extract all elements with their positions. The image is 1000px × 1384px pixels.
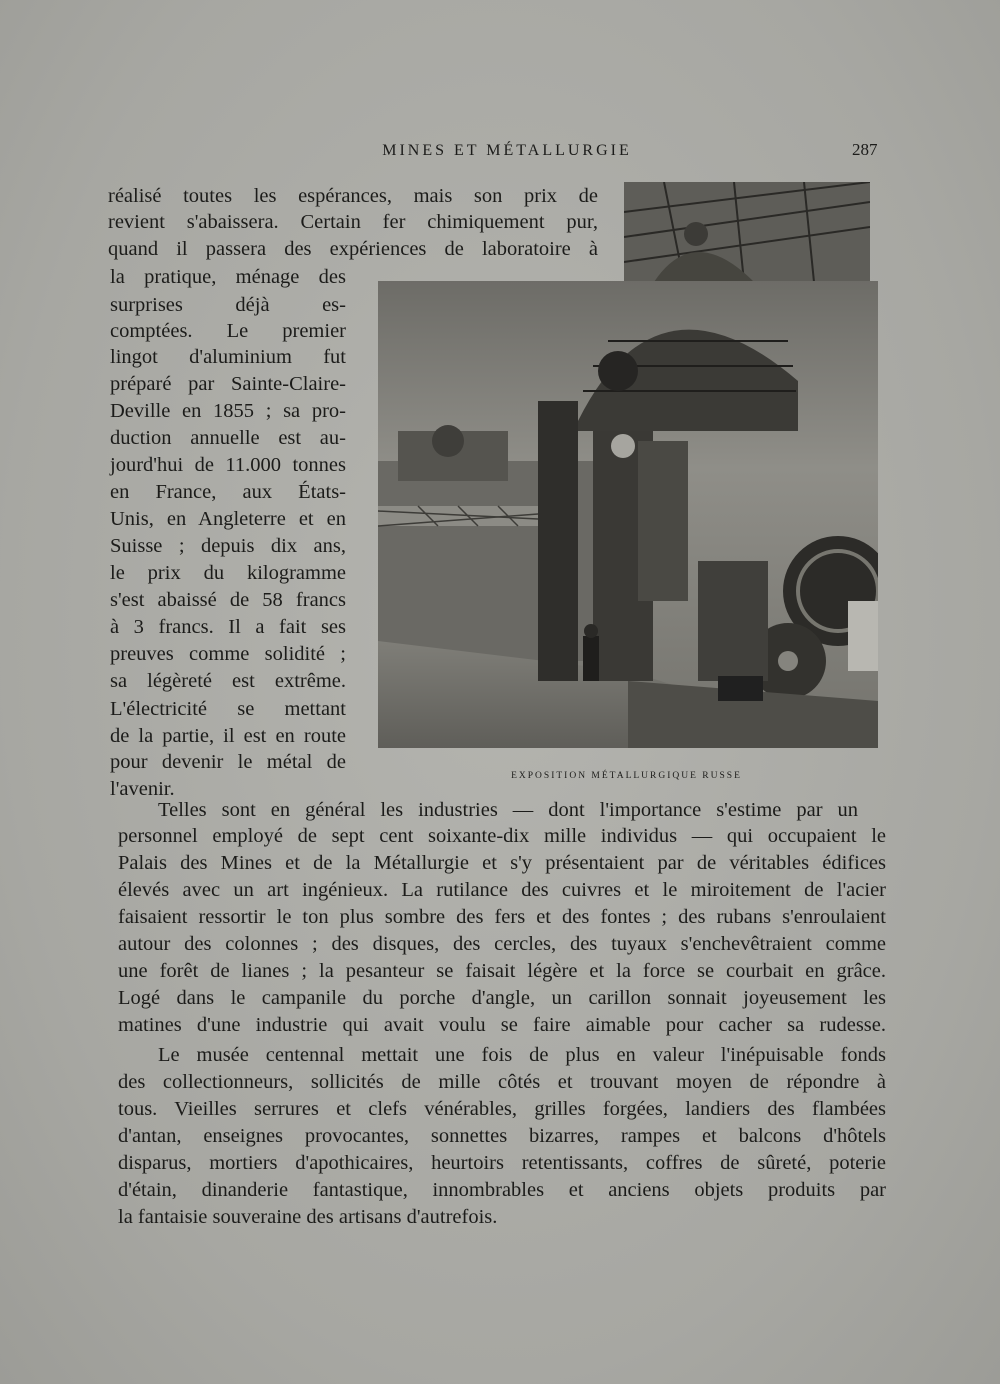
text-line: s'est abaissé de 58 francs bbox=[110, 589, 346, 611]
page-number: 287 bbox=[852, 140, 878, 159]
text-line: duction annuelle est au- bbox=[110, 427, 346, 449]
text-line: lingot d'aluminium fut bbox=[110, 346, 346, 368]
text-line: matines d'une industrie qui avait voulu se faire aimable pour cacher sa rudesse. bbox=[118, 1014, 886, 1036]
text-line: personnel employé de sept cent soixante-dix mille individus — qui occupaient le bbox=[118, 825, 886, 847]
text-line: Unis, en Angleterre et en bbox=[110, 508, 346, 530]
text-line: pour devenir le métal de bbox=[110, 751, 346, 773]
text-line: surprises déjà es- bbox=[110, 294, 346, 316]
text-line: Le musée centennal mettait une fois de plus en valeur l'inépuisable fonds bbox=[158, 1044, 886, 1066]
text-line: des collectionneurs, sollicités de mille côtés et trouvant moyen de répondre à bbox=[118, 1071, 886, 1093]
text-line: Logé dans le campanile du porche d'angle, un carillon sonnait joyeusement les bbox=[118, 987, 886, 1009]
text-line: en France, aux États- bbox=[110, 481, 346, 503]
text-line: Telles sont en général les industries — dont l'importance s'estime par un bbox=[158, 799, 858, 821]
text-line: élevés avec un art ingénieux. La rutilance des cuivres et le miroitement de l'acier bbox=[118, 879, 886, 901]
text-line: Palais des Mines et de la Métallurgie et s'y présentaient par de véritables édifices bbox=[118, 852, 886, 874]
photo-top bbox=[624, 182, 870, 282]
text-line: jourd'hui de 11.000 tonnes bbox=[110, 454, 346, 476]
exhibition-photo bbox=[378, 281, 878, 748]
text-line: une forêt de lianes ; la pesanteur se faisait légère et la force se courbait en grâce. bbox=[118, 960, 886, 982]
text-line: preuves comme solidité ; bbox=[110, 643, 346, 665]
text-line: Suisse ; depuis dix ans, bbox=[110, 535, 346, 557]
text-line: le prix du kilogramme bbox=[110, 562, 346, 584]
text-line: revient s'abaissera. Certain fer chimiquement pur, bbox=[108, 211, 598, 233]
text-line: Deville en 1855 ; sa pro- bbox=[110, 400, 346, 422]
text-line: de la partie, il est en route bbox=[110, 725, 346, 747]
text-line: réalisé toutes les espérances, mais son prix de bbox=[108, 185, 598, 207]
text-line: tous. Vieilles serrures et clefs vénérables, grilles forgées, landiers des flambées bbox=[118, 1098, 886, 1120]
text-line: l'avenir. bbox=[110, 778, 175, 800]
text-line: disparus, mortiers d'apothicaires, heurtoirs retentissants, coffres de sûreté, poterie bbox=[118, 1152, 886, 1174]
text-line: d'étain, dinanderie fantastique, innombrables et anciens objets produits par bbox=[118, 1179, 886, 1201]
text-line: sa légèreté est extrême. bbox=[110, 670, 346, 692]
running-title: MINES ET MÉTALLURGIE bbox=[382, 142, 632, 159]
text-line: d'antan, enseignes provocantes, sonnettes bizarres, rampes et balcons d'hôtels bbox=[118, 1125, 886, 1147]
text-line: quand il passera des expériences de laboratoire à bbox=[108, 238, 598, 260]
text-line: L'électricité se mettant bbox=[110, 698, 346, 720]
text-line: la pratique, ménage des bbox=[110, 266, 346, 288]
text-line: préparé par Sainte-Claire- bbox=[110, 373, 346, 395]
text-line: autour des colonnes ; des disques, des cercles, des tuyaux s'enchevêtraient comme bbox=[118, 933, 886, 955]
text-line: faisaient ressortir le ton plus sombre des fers et des fontes ; des rubans s'enroulaient bbox=[118, 906, 886, 928]
text-line: comptées. Le premier bbox=[110, 320, 346, 342]
text-line: la fantaisie souveraine des artisans d'autrefois. bbox=[118, 1206, 498, 1228]
figure-caption: EXPOSITION MÉTALLURGIQUE RUSSE bbox=[511, 771, 742, 781]
text-line: à 3 francs. Il a fait ses bbox=[110, 616, 346, 638]
